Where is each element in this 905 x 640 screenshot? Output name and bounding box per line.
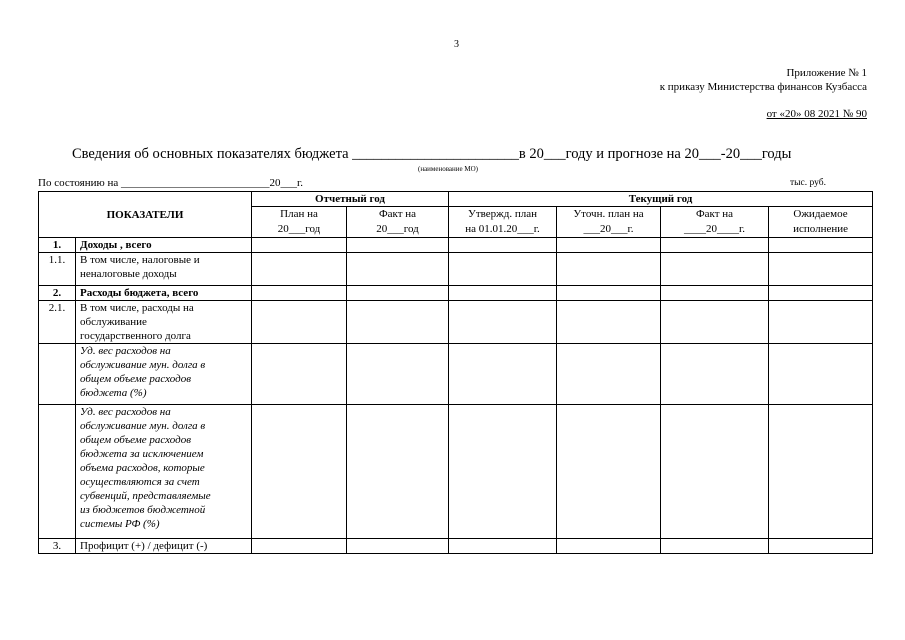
row-number: 2.1. bbox=[39, 301, 76, 344]
column-header: Факт на 20___год bbox=[347, 207, 449, 238]
value-cell[interactable] bbox=[769, 344, 873, 405]
budget-table bbox=[38, 191, 873, 554]
value-cell[interactable] bbox=[661, 253, 769, 286]
value-cell[interactable] bbox=[449, 344, 557, 405]
units-label: тыс. руб. bbox=[790, 178, 826, 188]
value-cell[interactable] bbox=[449, 286, 557, 301]
value-cell[interactable] bbox=[347, 238, 449, 253]
column-header: Ожидаемое исполнение bbox=[769, 207, 873, 238]
value-cell[interactable] bbox=[347, 286, 449, 301]
value-cell[interactable] bbox=[449, 301, 557, 344]
value-cell[interactable] bbox=[661, 301, 769, 344]
value-cell[interactable] bbox=[347, 344, 449, 405]
row-label: Расходы бюджета, всего bbox=[76, 286, 252, 301]
row-label: В том числе, налоговые и неналоговые доходы bbox=[76, 253, 252, 286]
value-cell[interactable] bbox=[347, 405, 449, 539]
table-row bbox=[39, 344, 873, 405]
table-row bbox=[39, 539, 873, 554]
document-title: Сведения об основных показателях бюджета _______________________в 20___году и прогнозе на 20___-20___годы bbox=[72, 146, 792, 162]
table-row bbox=[39, 238, 873, 253]
column-header: Уточн. план на ___20___г. bbox=[557, 207, 661, 238]
value-cell[interactable] bbox=[769, 301, 873, 344]
value-cell[interactable] bbox=[769, 405, 873, 539]
table-row bbox=[39, 286, 873, 301]
value-cell[interactable] bbox=[661, 286, 769, 301]
row-number: 1. bbox=[39, 238, 76, 253]
value-cell[interactable] bbox=[252, 253, 347, 286]
column-header: План на 20___год bbox=[252, 207, 347, 238]
value-cell[interactable] bbox=[769, 539, 873, 554]
value-cell[interactable] bbox=[449, 238, 557, 253]
appendix-number: Приложение № 1 bbox=[786, 67, 867, 79]
value-cell[interactable] bbox=[449, 539, 557, 554]
value-cell[interactable] bbox=[557, 253, 661, 286]
table-row bbox=[39, 301, 873, 344]
current-year-header: Текущий год bbox=[449, 192, 873, 207]
table-row bbox=[39, 253, 873, 286]
row-number bbox=[39, 344, 76, 405]
value-cell[interactable] bbox=[252, 286, 347, 301]
indicators-header: ПОКАЗАТЕЛИ bbox=[39, 192, 252, 238]
value-cell[interactable] bbox=[557, 238, 661, 253]
as-of-date: По состоянию на ___________________________20___г. bbox=[38, 177, 304, 189]
row-label: Уд. вес расходов на обслуживание мун. долга в общем объеме расходов бюджета за исключением объема расходов, которые осуществляются за счет субвенций, представляемые из бюджетов бюджетной системы РФ (%) bbox=[76, 405, 252, 539]
value-cell[interactable] bbox=[347, 539, 449, 554]
table-row bbox=[39, 405, 873, 539]
value-cell[interactable] bbox=[661, 238, 769, 253]
value-cell[interactable] bbox=[449, 405, 557, 539]
page-number: 3 bbox=[454, 39, 459, 50]
row-number: 2. bbox=[39, 286, 76, 301]
appendix-date: от «20» 08 2021 № 90 bbox=[766, 108, 867, 120]
value-cell[interactable] bbox=[769, 253, 873, 286]
value-cell[interactable] bbox=[769, 286, 873, 301]
value-cell[interactable] bbox=[449, 253, 557, 286]
column-header: Утвержд. план на 01.01.20___г. bbox=[449, 207, 557, 238]
value-cell[interactable] bbox=[661, 405, 769, 539]
row-label: В том числе, расходы на обслуживание государственного долга bbox=[76, 301, 252, 344]
row-label: Доходы , всего bbox=[76, 238, 252, 253]
value-cell[interactable] bbox=[557, 286, 661, 301]
value-cell[interactable] bbox=[661, 344, 769, 405]
mo-caption: (наименование МО) bbox=[418, 165, 478, 173]
value-cell[interactable] bbox=[252, 301, 347, 344]
row-number: 1.1. bbox=[39, 253, 76, 286]
value-cell[interactable] bbox=[557, 405, 661, 539]
appendix-order: к приказу Министерства финансов Кузбасса bbox=[659, 81, 867, 93]
value-cell[interactable] bbox=[252, 238, 347, 253]
value-cell[interactable] bbox=[252, 344, 347, 405]
report-year-header: Отчетный год bbox=[252, 192, 449, 207]
value-cell[interactable] bbox=[347, 253, 449, 286]
value-cell[interactable] bbox=[252, 405, 347, 539]
value-cell[interactable] bbox=[347, 301, 449, 344]
row-number bbox=[39, 405, 76, 539]
value-cell[interactable] bbox=[661, 539, 769, 554]
value-cell[interactable] bbox=[557, 301, 661, 344]
row-label: Профицит (+) / дефицит (-) bbox=[76, 539, 252, 554]
value-cell[interactable] bbox=[252, 539, 347, 554]
row-number: 3. bbox=[39, 539, 76, 554]
row-label: Уд. вес расходов на обслуживание мун. долга в общем объеме расходов бюджета (%) bbox=[76, 344, 252, 405]
column-header: Факт на ____20____г. bbox=[661, 207, 769, 238]
value-cell[interactable] bbox=[557, 539, 661, 554]
value-cell[interactable] bbox=[557, 344, 661, 405]
value-cell[interactable] bbox=[769, 238, 873, 253]
